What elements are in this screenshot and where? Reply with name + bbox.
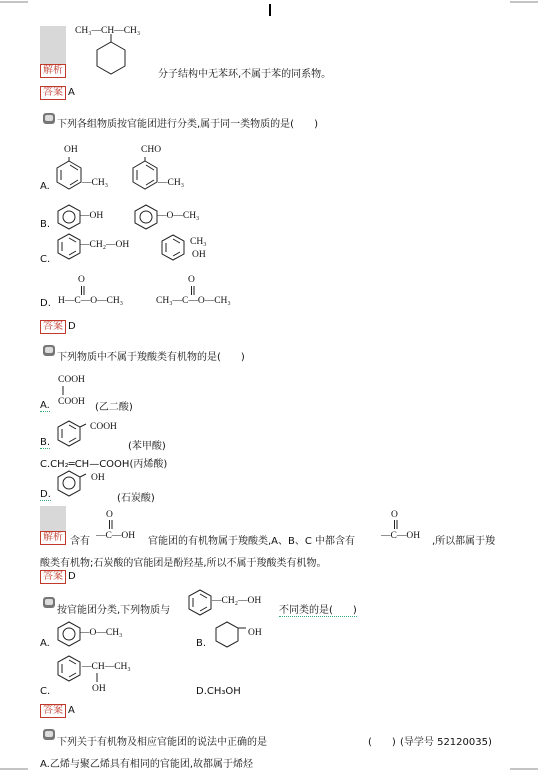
answer-value: D bbox=[68, 571, 76, 582]
carboxyl-group: —C—OH bbox=[96, 531, 136, 541]
benzene-ring bbox=[52, 157, 86, 193]
answer-value: A bbox=[68, 87, 75, 98]
option-letter: D. bbox=[40, 489, 51, 500]
methyl-group: —CH₃ bbox=[158, 178, 185, 188]
single-bond bbox=[62, 386, 65, 396]
oh-group: OH bbox=[64, 145, 78, 155]
guide-number: (导学号 52120035) bbox=[400, 737, 492, 748]
analysis-text: ,所以都属于羧 bbox=[432, 536, 496, 547]
methyl-acetate: CH₃—C—O—CH₃ bbox=[156, 296, 231, 306]
question-icon bbox=[43, 729, 55, 740]
benzyl-alcohol-group: —CH₂—OH bbox=[80, 240, 130, 250]
cooh-group: COOH bbox=[90, 422, 117, 432]
hydroxyl-group: —OH bbox=[80, 211, 104, 221]
question-icon bbox=[43, 597, 55, 608]
answer-tag: 答案 bbox=[40, 86, 66, 100]
answer-tag: 答案 bbox=[40, 570, 66, 584]
hydroxyl-group: OH bbox=[248, 628, 262, 638]
benzene-ring bbox=[158, 234, 188, 262]
double-bond bbox=[80, 286, 86, 296]
analysis-text: 酸类有机物;石炭酸的官能团是酚羟基,所以不属于羧酸类有机物。 bbox=[40, 558, 327, 569]
grey-margin-block bbox=[40, 26, 66, 64]
page-corner-marks bbox=[0, 760, 538, 772]
answer-blank: ( ) bbox=[368, 737, 396, 748]
answer-value: D bbox=[68, 321, 76, 332]
ethyl-group: —CH—CH₃ bbox=[82, 662, 131, 672]
question-text: 下列各组物质按官能团进行分类,属于同一类物质的是( ) bbox=[57, 119, 318, 130]
carbonyl-oxygen: O bbox=[391, 510, 398, 520]
analysis-text: 官能团的有机物属于羧酸类,A、B、C 中都含有 bbox=[148, 536, 356, 547]
option-letter: A. bbox=[40, 638, 50, 649]
hydroxyl-group: OH bbox=[91, 473, 105, 483]
carboxyl-group: —C—OH bbox=[381, 531, 421, 541]
cooh-group: COOH bbox=[58, 375, 85, 385]
question-icon bbox=[43, 113, 55, 124]
option-letter: A. bbox=[40, 181, 50, 192]
grey-margin-block bbox=[40, 506, 66, 534]
answer-tag: 答案 bbox=[40, 704, 66, 718]
compound-name: (乙二酸) bbox=[95, 402, 133, 413]
option-d: D.CH₃OH bbox=[196, 686, 241, 697]
methoxy-group: —O—CH₃ bbox=[80, 628, 123, 638]
cho-group: CHO bbox=[141, 145, 162, 155]
hydroxyl-group: OH bbox=[92, 684, 106, 694]
analysis-tag: 解析 bbox=[40, 531, 66, 545]
benzyl-alcohol-group: —CH₂—OH bbox=[212, 596, 262, 606]
answer-value: A bbox=[68, 705, 75, 716]
option-letter: A. bbox=[40, 400, 50, 411]
option-letter: C. bbox=[40, 686, 51, 697]
carbonyl-oxygen: O bbox=[188, 275, 195, 285]
analysis-tag: 解析 bbox=[40, 64, 66, 78]
benzene-ring bbox=[54, 420, 86, 448]
cooh-group: COOH bbox=[58, 397, 85, 407]
option-letter: B. bbox=[40, 437, 51, 448]
hydroxyl-group: OH bbox=[192, 250, 206, 260]
answer-tag: 答案 bbox=[40, 320, 66, 334]
question-text: 按官能团分类,下列物质与 bbox=[57, 605, 171, 616]
question-icon bbox=[43, 345, 55, 356]
methoxy-group: —O—CH₃ bbox=[157, 211, 200, 221]
analysis-text: 分子结构中无苯环,不属于苯的同系物。 bbox=[158, 69, 332, 80]
question-text: 下列关于有机物及相应官能团的说法中正确的是 bbox=[57, 737, 267, 748]
cyclohexane-ring bbox=[212, 621, 248, 649]
option-letter: B. bbox=[196, 638, 207, 649]
carbonyl-oxygen: O bbox=[106, 510, 113, 520]
option-letter: C. bbox=[40, 254, 51, 265]
compound-name: (苯甲酸) bbox=[128, 441, 166, 452]
option-letter: B. bbox=[40, 219, 51, 230]
isopropyl-substituent: CH₃—CH—CH₃ bbox=[75, 26, 141, 36]
option-a: A.乙烯与聚乙烯具有相同的官能团,故都属于烯烃 bbox=[40, 759, 254, 770]
double-bond bbox=[393, 520, 399, 530]
single-bond bbox=[96, 673, 99, 683]
option-letter: D. bbox=[40, 298, 51, 309]
question-text: 下列物质中不属于羧酸类有机物的是( ) bbox=[57, 352, 245, 363]
double-bond bbox=[190, 286, 196, 296]
page-corner-marks bbox=[0, 0, 538, 20]
benzene-ring bbox=[54, 470, 88, 498]
methyl-formate: H—C—O—CH₃ bbox=[58, 296, 124, 306]
question-text: 不同类的是( ) bbox=[279, 601, 357, 617]
benzene-ring bbox=[128, 157, 162, 193]
compound-name: (石炭酸) bbox=[117, 493, 155, 504]
methyl-group: CH₃ bbox=[190, 237, 207, 247]
cyclohexane-ring bbox=[93, 34, 129, 78]
option-c: C.CH₂═CH—COOH(丙烯酸) bbox=[40, 459, 168, 470]
carbonyl-oxygen: O bbox=[78, 275, 85, 285]
double-bond bbox=[108, 520, 114, 530]
methyl-group: —CH₃ bbox=[82, 178, 109, 188]
analysis-text: 含有 bbox=[70, 536, 90, 547]
